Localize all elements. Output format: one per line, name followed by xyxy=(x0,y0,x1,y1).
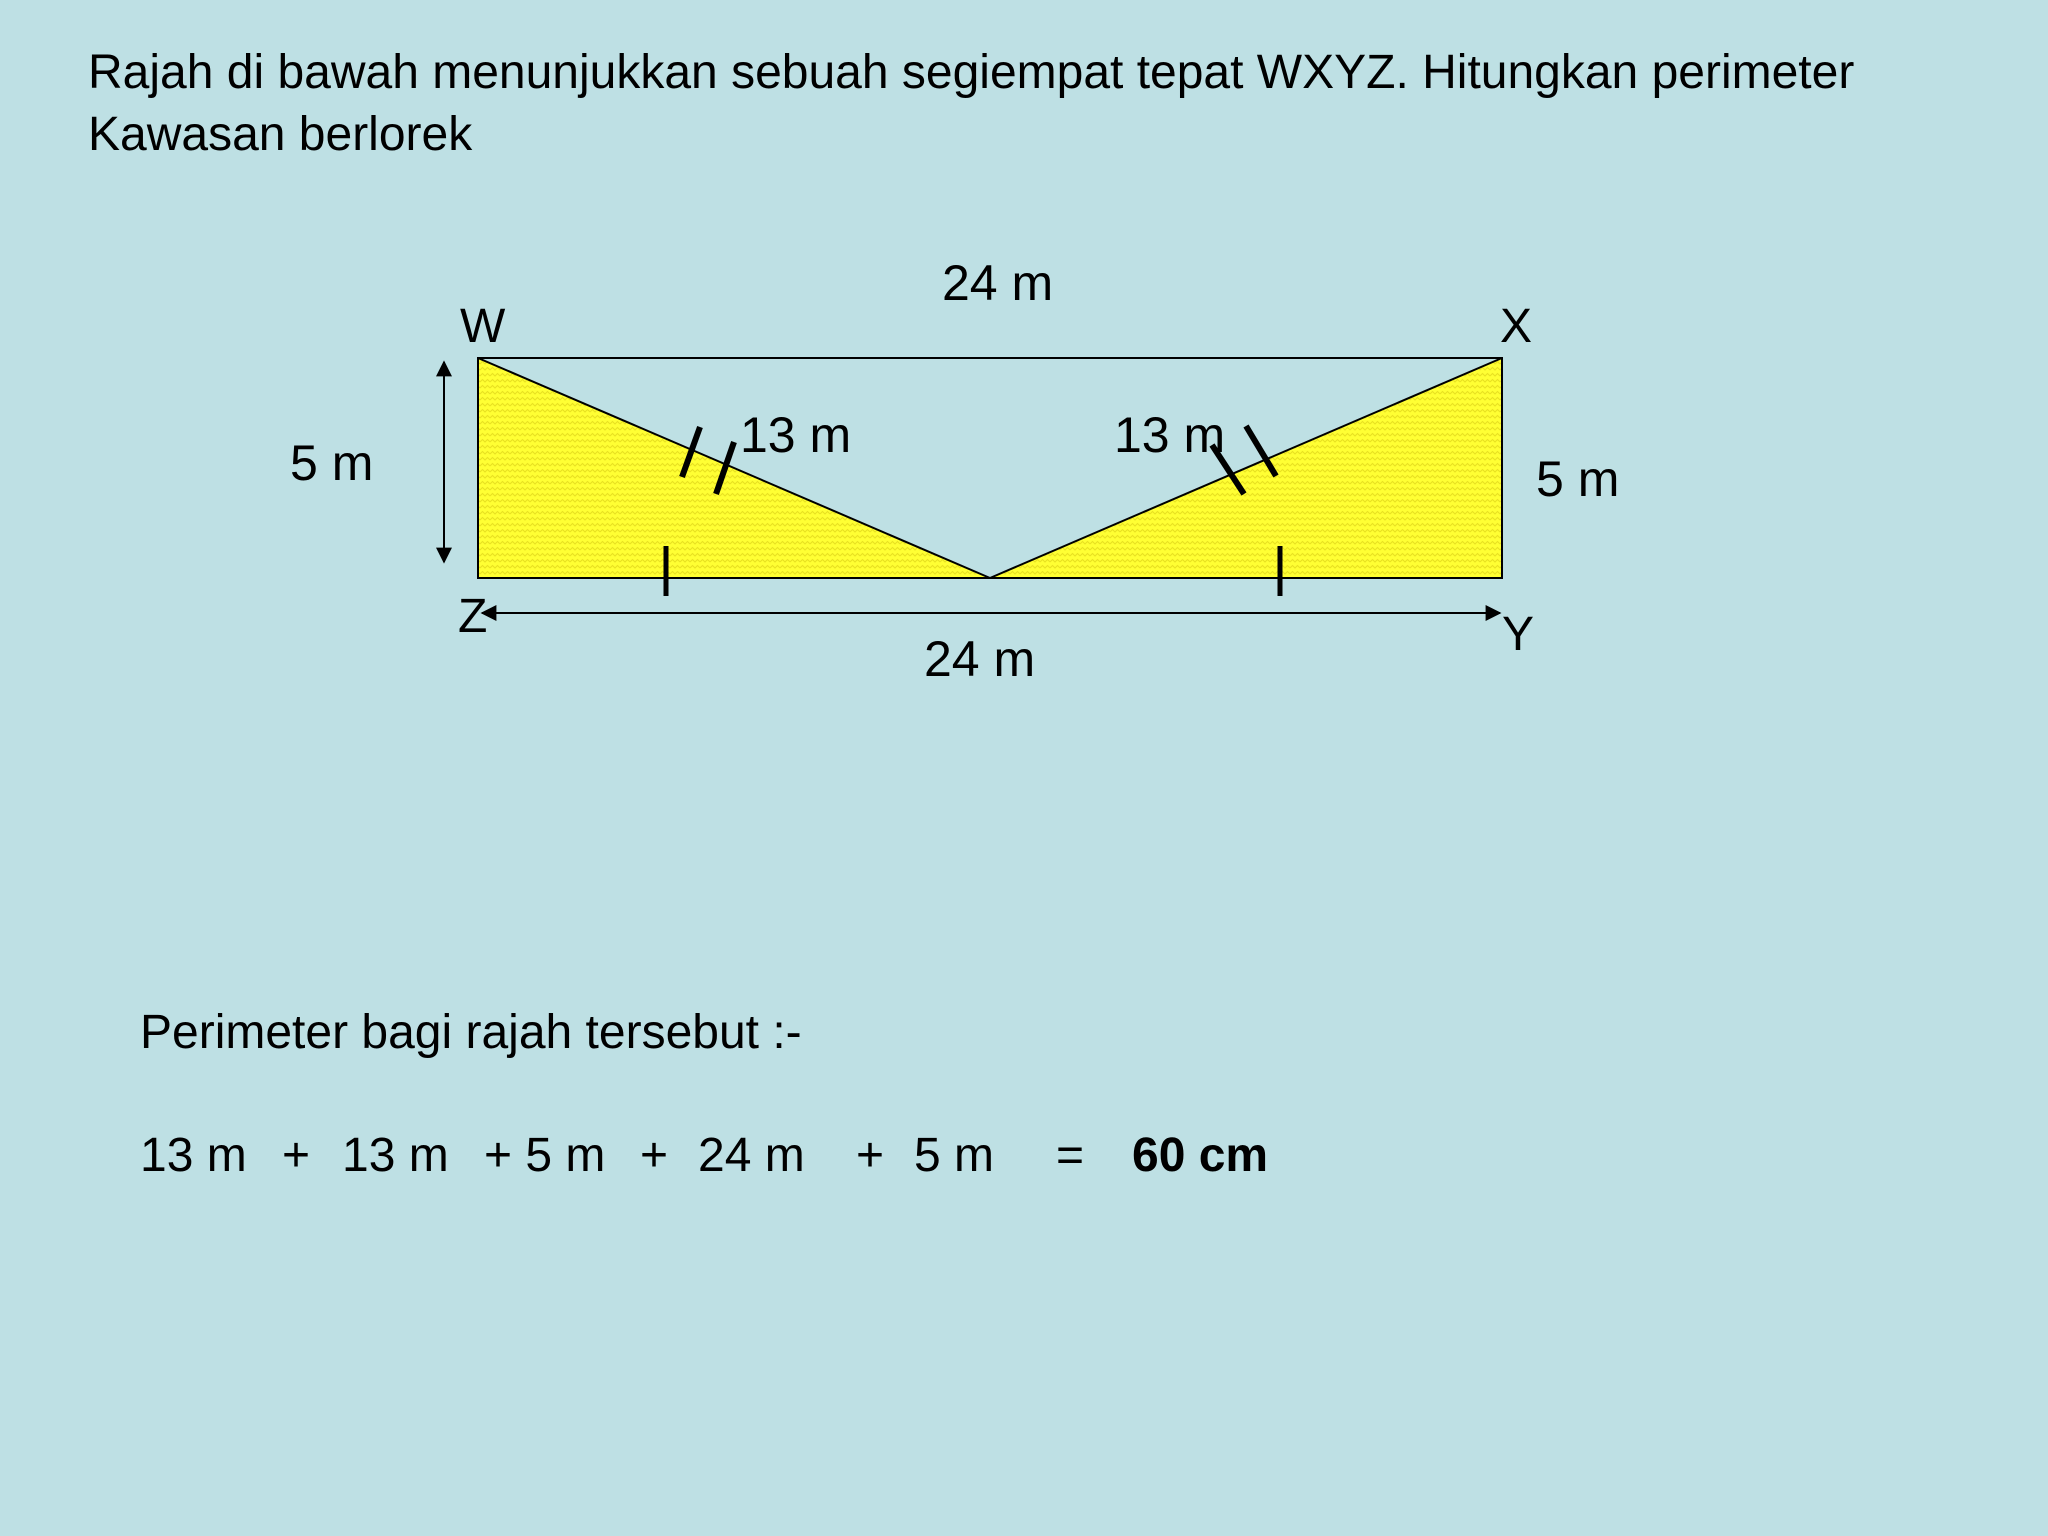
calc-term-5: 5 m xyxy=(914,1129,995,1182)
vertex-w-label: W xyxy=(460,300,506,353)
bottom-side-label: 24 m xyxy=(924,631,1036,687)
calc-term-1: 13 m xyxy=(140,1129,247,1182)
calc-plus-2: + xyxy=(640,1129,669,1182)
perimeter-heading: Perimeter bagi rajah tersebut :- xyxy=(140,1006,802,1059)
calc-term-3: + 5 m xyxy=(484,1129,606,1182)
vertex-z-label: Z xyxy=(458,590,488,643)
vertex-y-label: Y xyxy=(1502,608,1535,661)
top-side-label: 24 m xyxy=(942,255,1054,311)
question-line-1: Rajah di bawah menunjukkan sebuah segiempat tepat WXYZ. Hitungkan perimeter xyxy=(88,46,1855,99)
left-side-label: 5 m xyxy=(290,435,374,491)
calc-plus-3: + xyxy=(856,1129,885,1182)
right-side-label: 5 m xyxy=(1536,451,1620,507)
right-diagonal-label: 13 m xyxy=(1114,407,1226,463)
calc-result: 60 cm xyxy=(1132,1129,1269,1182)
calc-term-4: 24 m xyxy=(698,1129,805,1182)
calc-term-2: 13 m xyxy=(342,1129,449,1182)
question-line-2: Kawasan berlorek xyxy=(88,108,473,161)
calc-plus-1: + xyxy=(282,1129,311,1182)
vertex-x-label: X xyxy=(1500,300,1533,353)
calc-equals: = xyxy=(1056,1129,1085,1182)
left-diagonal-label: 13 m xyxy=(740,407,852,463)
